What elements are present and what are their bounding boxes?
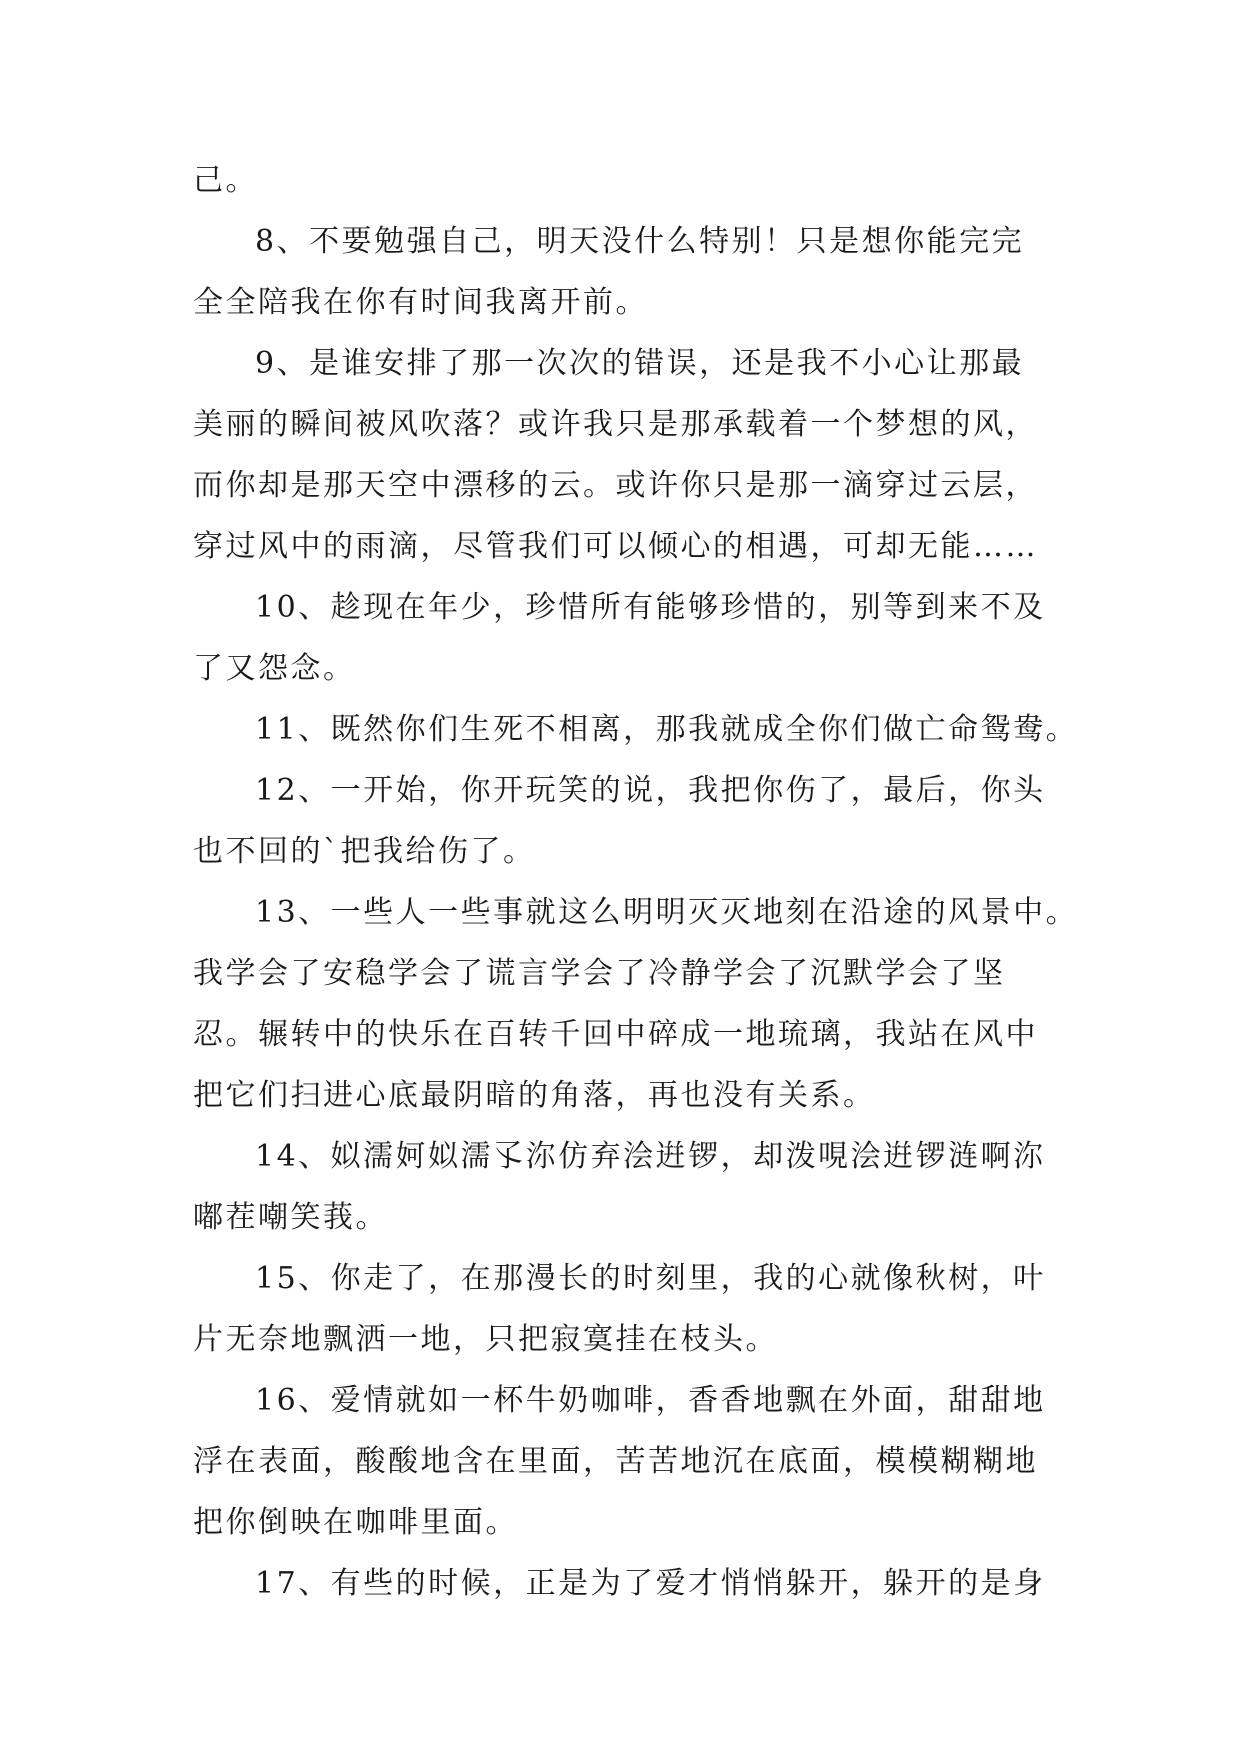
text-line: 嘟茬嘲笑莪。 — [193, 1200, 388, 1235]
text-line: 浮在表面，酸酸地含在里面，苦苦地沉在底面，模模糊糊地 — [193, 1444, 1038, 1479]
text-line: 而你却是那天空中漂移的云。或许你只是那一滴穿过云层， — [193, 468, 1038, 503]
text-line: 美丽的瞬间被风吹落？或许我只是那承载着一个梦想的风， — [193, 407, 1038, 442]
text-line: 9、是谁安排了那一次次的错误，还是我不小心让那最 — [255, 346, 1025, 381]
text-line: 17、有些的时候，正是为了爱才悄悄躲开，躲开的是身 — [255, 1566, 1046, 1601]
text-line: 把你倒映在咖啡里面。 — [193, 1505, 518, 1540]
text-line: 13、一些人一些事就这么明明灭灭地刻在沿途的风景中。 — [255, 895, 1079, 930]
text-line: 片无奈地飘洒一地，只把寂寞挂在枝头。 — [193, 1322, 778, 1357]
text-line: 11、既然你们生死不相离，那我就成全你们做亡命鸳鸯。 — [255, 712, 1079, 747]
text-line: 我学会了安稳学会了谎言学会了冷静学会了沉默学会了坚 — [193, 956, 1006, 991]
text-line: 也不回的`把我给伤了。 — [193, 834, 536, 869]
text-line: 14、姒濡妸姒濡孓沵仿弃浍逬锣，却泼哯浍逬锣涟啊沵 — [255, 1139, 1046, 1174]
text-line: 15、你走了，在那漫长的时刻里，我的心就像秋树，叶 — [255, 1261, 1046, 1296]
text-line: 8、不要勉强自己，明天没什么特别！只是想你能完完 — [255, 224, 1025, 259]
document-body — [193, 150, 1079, 1614]
text-line: 己。 — [193, 163, 258, 198]
text-line: 16、爱情就如一杯牛奶咖啡，香香地飘在外面，甜甜地 — [255, 1383, 1046, 1418]
text-line: 10、趁现在年少，珍惜所有能够珍惜的，别等到来不及 — [255, 590, 1046, 625]
text-line: 把它们扫进心底最阴暗的角落，再也没有关系。 — [193, 1078, 876, 1113]
text-line: 了又怨念。 — [193, 651, 356, 686]
text-line: 全全陪我在你有时间我离开前。 — [193, 285, 648, 320]
text-line: 12、一开始，你开玩笑的说，我把你伤了，最后，你头 — [255, 773, 1046, 808]
text-line: 穿过风中的雨滴，尽管我们可以倾心的相遇，可却无能…… — [193, 529, 1038, 564]
text-line: 忍。辗转中的快乐在百转千回中碎成一地琉璃，我站在风中 — [193, 1017, 1038, 1052]
